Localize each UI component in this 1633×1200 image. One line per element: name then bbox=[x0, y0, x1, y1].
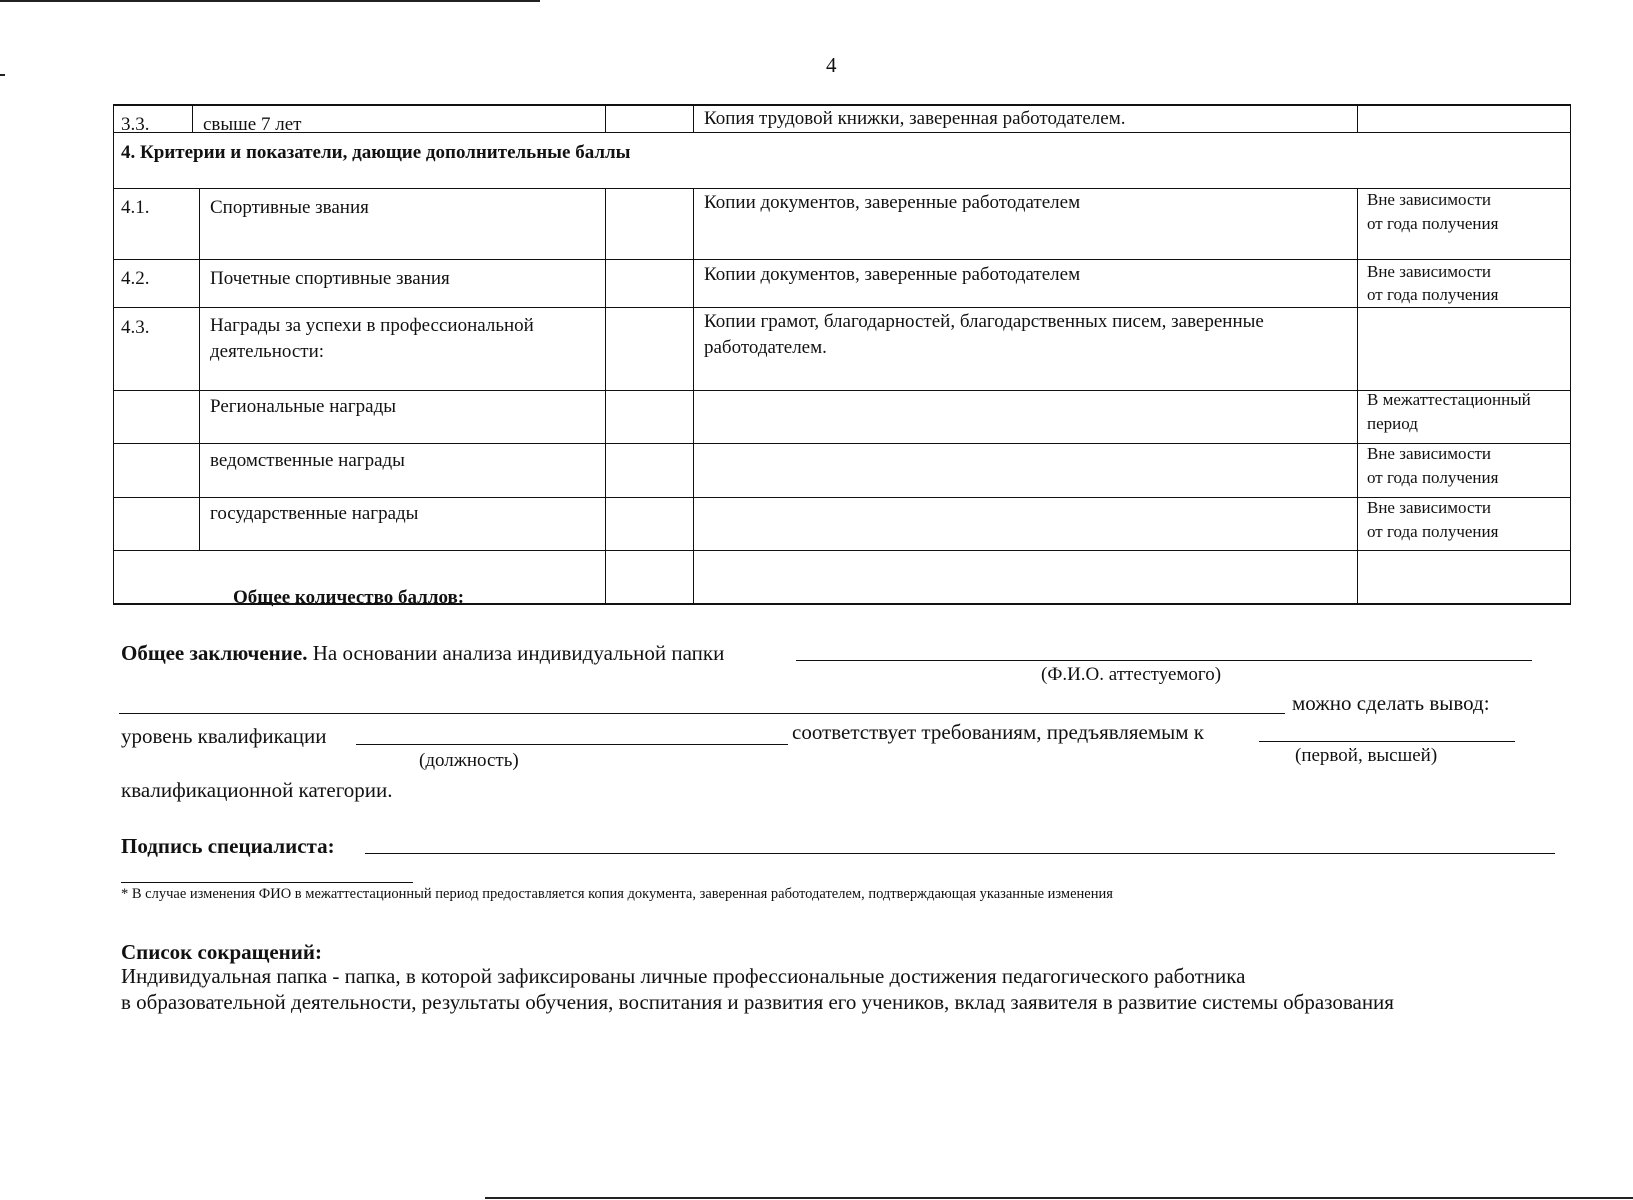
row-regional-criterion: Региональные награды bbox=[210, 396, 397, 417]
fio-blank[interactable] bbox=[796, 660, 1532, 661]
row-4-3-criterion-line2: деятельности: bbox=[210, 341, 325, 362]
signature-label: Подпись специалиста: bbox=[121, 834, 335, 858]
category-blank[interactable] bbox=[1259, 741, 1515, 742]
row-departmental-note-line2: от года получения bbox=[1367, 468, 1499, 487]
row-4-1-note-line1: Вне зависимости bbox=[1367, 190, 1492, 209]
qualification-level-label: уровень квалификации bbox=[121, 724, 327, 748]
row-4-3-criterion-line1: Награды за успехи в профессиональной bbox=[210, 315, 534, 336]
qualification-category-text: квалификационной категории. bbox=[121, 778, 393, 802]
row-regional-note-line1: В межаттестационный bbox=[1367, 390, 1531, 409]
row-4-2-note-line1: Вне зависимости bbox=[1367, 262, 1492, 281]
row-4-2-number: 4.2. bbox=[121, 268, 150, 289]
row-4-2-criterion: Почетные спортивные звания bbox=[210, 268, 450, 289]
fio-blank-continued[interactable] bbox=[119, 713, 1285, 714]
position-blank[interactable] bbox=[356, 744, 788, 745]
complies-text: соответствует требованиям, предъявляемым к bbox=[792, 720, 1204, 744]
scan-artifact-top bbox=[0, 0, 540, 2]
row-state-note-line2: от года получения bbox=[1367, 522, 1499, 541]
scan-artifact-bottom bbox=[485, 1197, 1633, 1199]
row-state-note-line1: Вне зависимости bbox=[1367, 498, 1492, 517]
category-hint: (первой, высшей) bbox=[1295, 745, 1438, 766]
row-departmental-criterion: ведомственные награды bbox=[210, 450, 405, 471]
conclusion-heading: Общее заключение. bbox=[121, 641, 308, 665]
row-4-1-number: 4.1. bbox=[121, 197, 150, 218]
section-4-title: 4. Критерии и показатели, дающие дополнительные баллы bbox=[121, 142, 631, 163]
row-regional-note-line2: период bbox=[1367, 414, 1418, 433]
row-4-2-note-line2: от года получения bbox=[1367, 285, 1499, 304]
row-4-3-confirmation-line2: работодателем. bbox=[704, 337, 827, 358]
row-state-criterion: государственные награды bbox=[210, 503, 419, 524]
footnote-text: * В случае изменения ФИО в межаттестационный период предоставляется копия документа, заверенная работодателем, подтверждающая указанные изменения bbox=[121, 886, 1113, 902]
page-number: 4 bbox=[826, 53, 837, 77]
conclusion-line1 bbox=[121, 640, 724, 666]
abbreviations-line2: в образовательной деятельности, результаты обучения, воспитания и развития его учеников, вклад заявителя в развитие системы образования bbox=[121, 990, 1394, 1014]
conclusion-text: На основании анализа индивидуальной папки bbox=[312, 641, 725, 665]
row-4-1-confirmation: Копии документов, заверенные работодателем bbox=[704, 192, 1081, 213]
abbreviations-heading: Список сокращений: bbox=[121, 940, 322, 964]
row-4-1-note-line2: от года получения bbox=[1367, 214, 1499, 233]
row-4-1-criterion: Спортивные звания bbox=[210, 197, 369, 218]
row-departmental-note-line1: Вне зависимости bbox=[1367, 444, 1492, 463]
row-4-3-number: 4.3. bbox=[121, 317, 150, 338]
row-3-3-criterion: свыше 7 лет bbox=[203, 114, 302, 135]
row-4-3-confirmation-line1: Копии грамот, благодарностей, благодарственных писем, заверенные bbox=[704, 311, 1264, 332]
signature-line[interactable] bbox=[365, 853, 1555, 854]
row-3-3-confirmation: Копия трудовой книжки, заверенная работодателем. bbox=[704, 108, 1126, 129]
position-hint: (должность) bbox=[419, 750, 519, 771]
total-score-label: Общее количество баллов: bbox=[233, 587, 465, 608]
row-3-3-number: 3.3. bbox=[121, 114, 150, 135]
fio-hint: (Ф.И.О. аттестуемого) bbox=[1041, 664, 1222, 685]
conclusion-conclude: можно сделать вывод: bbox=[1292, 691, 1490, 715]
scan-artifact-edge bbox=[0, 74, 5, 76]
abbreviations-line1: Индивидуальная папка - папка, в которой зафиксированы личные профессиональные достижения педагогического работника bbox=[121, 964, 1246, 988]
footnote-separator bbox=[121, 882, 413, 883]
row-4-2-confirmation: Копии документов, заверенные работодателем bbox=[704, 264, 1081, 285]
